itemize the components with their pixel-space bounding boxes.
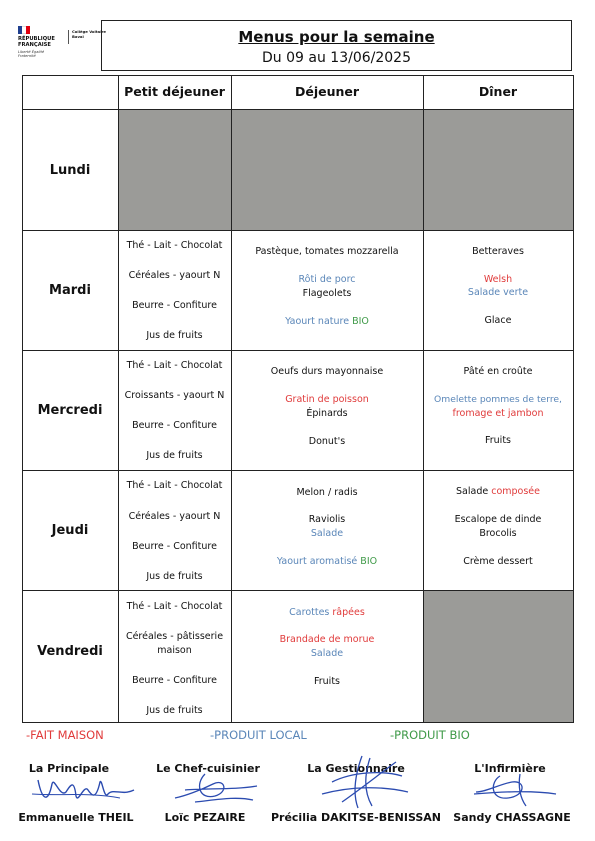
legend-produit-bio: -PRODUIT BIO [390, 728, 470, 742]
day-vendredi: Vendredi [37, 644, 103, 659]
signature-name-principale: Emmanuelle THEIL [18, 811, 134, 824]
title-box [101, 20, 572, 71]
mercredi-din-1: Pâté en croûte [463, 366, 533, 377]
signature-role-principale: La Principale [28, 762, 110, 775]
mercredi-pdj-4: Jus de fruits [146, 450, 203, 461]
mardi-pdj-2: Céréales - yaourt N [128, 270, 221, 281]
logo-school: Collège Voltaire Bavai [72, 29, 106, 39]
mercredi-pdj-1: Thé - Lait - Chocolat [126, 360, 223, 371]
vendredi-dej-2: Brandade de morue [279, 634, 375, 645]
header-diner: Dîner [478, 84, 518, 99]
jeudi-pdj-4: Jus de fruits [146, 571, 203, 582]
mardi-din-1: Betteraves [472, 246, 524, 257]
vendredi-pdj-2: Céréales - pâtisserie [125, 631, 224, 642]
day-jeudi: Jeudi [51, 523, 89, 538]
day-lundi: Lundi [49, 163, 91, 178]
mercredi-pdj-2: Croissants - yaourt N [124, 390, 225, 401]
vendredi-pdj-2b: maison [157, 645, 192, 656]
mardi-dej-2: Rôti de porc [298, 274, 356, 285]
jeudi-din-3: Brocolis [479, 528, 517, 539]
flag-icon [18, 26, 30, 34]
mercredi-dej-2: Gratin de poisson [285, 394, 369, 405]
signature-name-gestionnaire: Précilia DAKITSE-BENISSAN [270, 811, 442, 824]
signature-role-gestionnaire: La Gestionnaire [307, 762, 405, 775]
signature-principale-image [30, 770, 140, 810]
menu-table [22, 75, 574, 723]
vendredi-dej-1 [231, 607, 423, 619]
mercredi-din-2: Omelette pommes de terre, [434, 394, 562, 405]
mardi-pdj-3: Beurre - Confiture [132, 300, 217, 311]
logo-country: RÉPUBLIQUE FRANÇAISE [18, 36, 55, 48]
mardi-dej-1: Pastèque, tomates mozzarella [255, 246, 399, 257]
mercredi-dej-4: Donut's [308, 436, 346, 447]
vendredi-dej-3: Salade [310, 648, 344, 659]
legend-produit-local: -PRODUIT LOCAL [210, 728, 307, 742]
page-dates: Du 09 au 13/06/2025 [262, 50, 411, 66]
mercredi-dej-3: Épinards [306, 408, 348, 419]
signature-infirmiere-image [470, 770, 560, 810]
lundi-empty-cell [119, 110, 573, 231]
jeudi-dej-4-text: Yaourt aromatisé [276, 556, 361, 567]
jeudi-dej-4-bio: BIO [360, 556, 378, 567]
mardi-din-2: Welsh [483, 274, 513, 285]
mardi-dej-4 [231, 316, 423, 328]
jeudi-dej-3: Salade [310, 528, 344, 539]
page-title: Menus pour la semaine [238, 28, 435, 46]
signature-name-infirmiere: Sandy CHASSAGNE [453, 811, 571, 824]
vendredi-dej-1-fait-maison: râpées [332, 607, 365, 618]
legend-fait-maison: -FAIT MAISON [26, 728, 104, 742]
jeudi-pdj-1: Thé - Lait - Chocolat [126, 480, 223, 491]
signature-chef-image [165, 770, 265, 810]
signature-role-infirmiere: L'Infirmière [474, 762, 546, 775]
header-petit-dejeuner: Petit déjeuner [124, 84, 225, 99]
mercredi-din-3: fromage et jambon [452, 408, 544, 419]
jeudi-din-4: Crème dessert [463, 556, 533, 567]
mardi-din-4: Glace [484, 315, 512, 326]
logo-motto: Liberté Égalité Fraternité [18, 50, 45, 58]
vendredi-dej-4: Fruits [313, 676, 340, 687]
vendredi-dej-1-text: Carottes [289, 607, 333, 618]
republic-logo [18, 26, 108, 66]
mardi-dej-4-text: Yaourt nature [285, 316, 353, 327]
jeudi-din-1-text: Salade [456, 486, 492, 497]
jeudi-dej-2: Raviolis [308, 514, 346, 525]
vendredi-pdj-1: Thé - Lait - Chocolat [126, 601, 223, 612]
jeudi-din-1 [423, 486, 573, 498]
mercredi-dej-1: Oeufs durs mayonnaise [270, 366, 384, 377]
mardi-pdj-4: Jus de fruits [146, 330, 203, 341]
jeudi-pdj-2: Céréales - yaourt N [128, 511, 221, 522]
jeudi-din-1-fait-maison: composée [491, 486, 540, 497]
mardi-dej-4-bio: BIO [352, 316, 369, 327]
mercredi-pdj-3: Beurre - Confiture [132, 420, 217, 431]
signature-name-chef: Loïc PEZAIRE [164, 811, 246, 824]
jeudi-dej-4 [231, 556, 423, 568]
jeudi-pdj-3: Beurre - Confiture [132, 541, 217, 552]
day-mardi: Mardi [49, 283, 91, 298]
jeudi-din-2: Escalope de dinde [454, 514, 542, 525]
mercredi-din-4: Fruits [484, 435, 511, 446]
header-dejeuner: Déjeuner [294, 84, 360, 99]
vendredi-diner-empty-cell [424, 590, 573, 722]
mardi-dej-3: Flageolets [302, 288, 352, 299]
mardi-pdj-1: Thé - Lait - Chocolat [126, 240, 223, 251]
jeudi-dej-1: Melon / radis [296, 487, 358, 498]
vendredi-pdj-4: Jus de fruits [146, 705, 203, 716]
mardi-din-3: Salade verte [467, 287, 529, 298]
signature-gestionnaire-image [312, 752, 412, 812]
day-mercredi: Mercredi [37, 403, 103, 418]
vendredi-pdj-3: Beurre - Confiture [132, 675, 217, 686]
signature-role-chef: Le Chef-cuisinier [156, 762, 260, 775]
